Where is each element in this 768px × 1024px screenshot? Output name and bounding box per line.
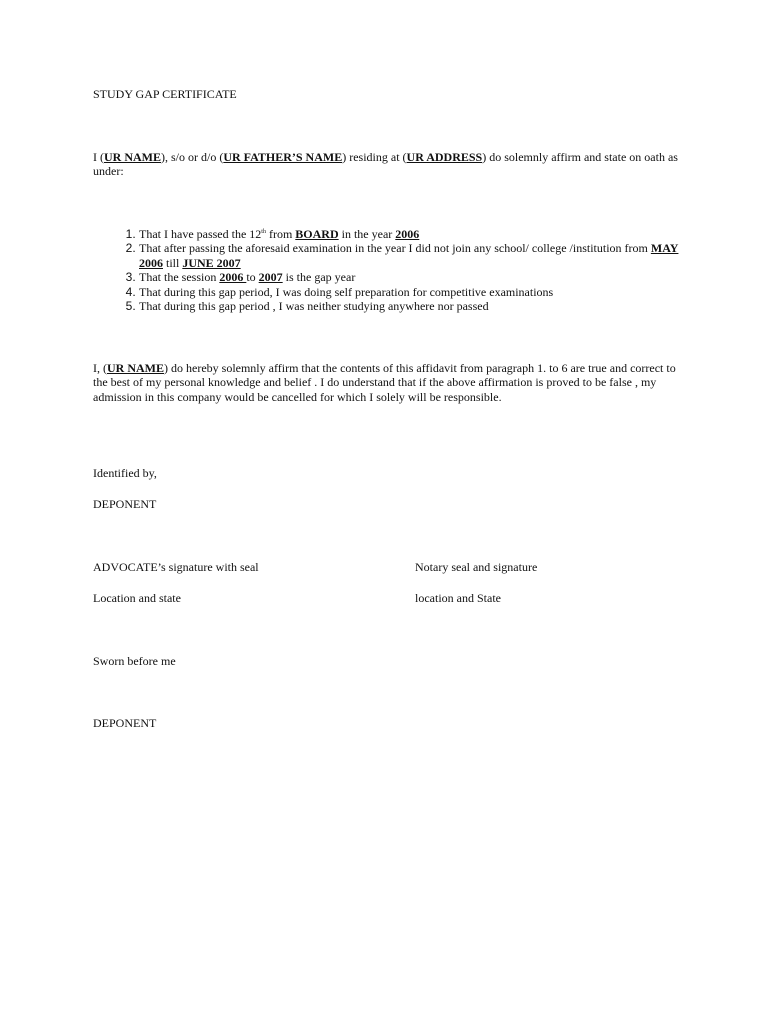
father-name-placeholder: UR FATHER’S NAME [223, 150, 343, 164]
advocate-signature-label: ADVOCATE’s signature with seal [93, 560, 259, 574]
item-text: That the session [139, 270, 220, 285]
location-right-label: location and State [415, 591, 501, 605]
intro-paragraph [93, 150, 683, 179]
statement-item-2 [139, 241, 699, 270]
document-title: STUDY GAP CERTIFICATE [93, 87, 237, 101]
intro-text: ) do solemnly affirm and state on oath as under: [93, 150, 678, 179]
session-end-year: 2007 [258, 270, 283, 285]
name-placeholder: UR NAME [107, 361, 164, 375]
affirm-text: I, ( [93, 361, 107, 375]
item-text: from [265, 227, 296, 241]
intro-text: ), s/o or d/o ( [161, 150, 224, 164]
statement-item-4: 4. That during this gap period, I was doing self preparation for competitive examinations [139, 285, 699, 299]
statement-item-5: 5. That during this gap period , I was neither studying anywhere nor passed [139, 299, 699, 313]
item-text: That I have passed the 12 [139, 227, 262, 241]
affirm-text: ) do hereby solemnly affirm that the contents of this affidavit from paragraph 1. to 6 are true and correct to the best of my personal knowledge and belief . I do understand that if the above affirmation is proved to be false , my admission in this company would be cancelled for which I solely will be responsible. [93, 361, 676, 404]
gap-end-date: JUNE 2007 [182, 255, 241, 270]
identified-by-label: Identified by, [93, 466, 157, 480]
statement-list [93, 227, 699, 313]
item-text: to [246, 270, 259, 285]
intro-text: ) residing at ( [342, 150, 407, 164]
intro-text: I ( [93, 150, 104, 164]
deponent-label: DEPONENT [93, 716, 157, 730]
sworn-before-label: Sworn before me [93, 654, 176, 668]
item-text: That after passing the aforesaid examination in the year I did not join any school/ college /institution from [139, 241, 651, 256]
location-left-label: Location and state [93, 591, 181, 605]
affirmation-paragraph [93, 361, 683, 404]
passing-year: 2006 [395, 227, 420, 241]
address-placeholder: UR ADDRESS [406, 150, 483, 164]
name-placeholder: UR NAME [104, 150, 161, 164]
board-placeholder: BOARD [295, 227, 339, 241]
item-text: is the gap year [282, 270, 356, 285]
ordinal-suffix: th [261, 229, 266, 235]
session-start-year: 2006 [219, 270, 247, 285]
item-text: in the year [338, 227, 396, 241]
deponent-label: DEPONENT [93, 497, 157, 511]
gap-start-date: MAY 2006 [139, 241, 679, 270]
statement-item-3 [139, 270, 699, 284]
statement-item-1 [139, 227, 699, 241]
notary-signature-label: Notary seal and signature [415, 560, 538, 574]
item-text: till [163, 255, 183, 270]
